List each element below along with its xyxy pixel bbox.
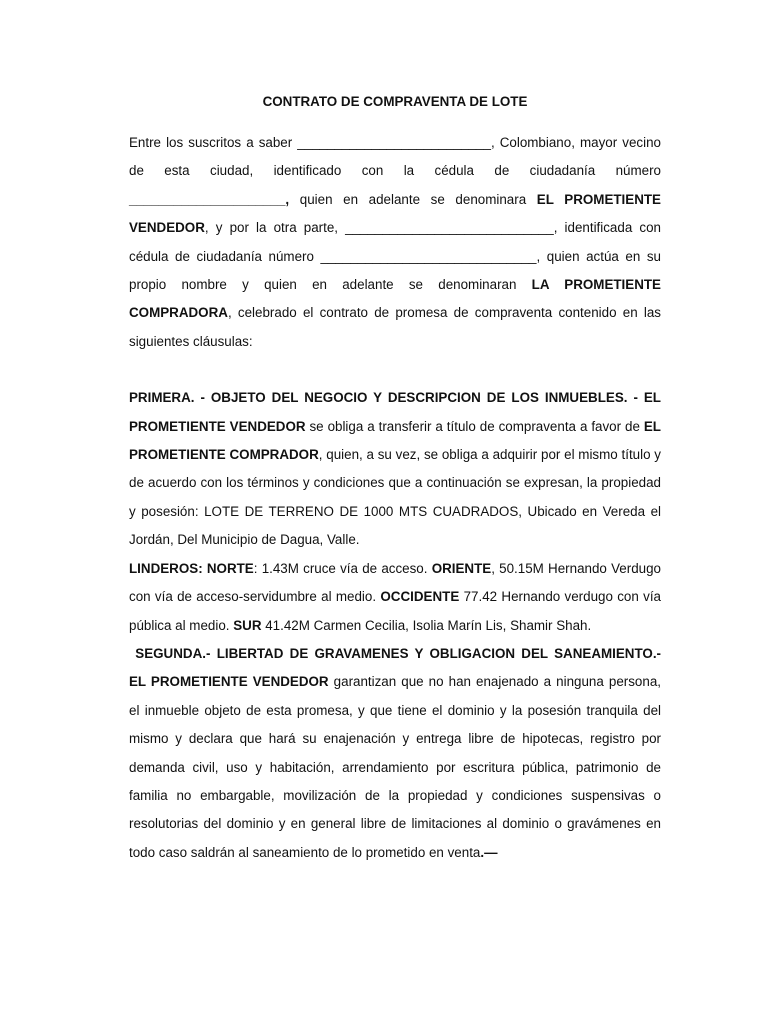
clause-text: , 50.15M Hernando Verdugo con vía de acceso-servidumbre al medio. [129, 560, 661, 605]
intro-text: quien en adelante se denominara [289, 191, 537, 207]
clause-text: 77.42 Hernando verdugo con vía pública al medio. [129, 589, 661, 633]
boundary-sur-label: SUR [233, 617, 262, 633]
party-buyer-label: LA PROMETIENTE COMPRADORA [129, 277, 661, 321]
clause-linderos [129, 555, 661, 640]
boundary-oriente-label: ORIENTE [431, 560, 492, 576]
intro-text: , Colombiano, mayor vecino de esta ciudad, identificado con la cédula de ciudadanía número [129, 135, 661, 179]
blank-field-buyer-id: _____________________________ [320, 248, 537, 264]
clause-text: : 1.43M cruce vía de acceso. [253, 560, 432, 576]
paragraph-spacer [129, 356, 661, 384]
boundary-occidente-label: OCCIDENTE [380, 589, 460, 605]
clause-primera-heading: PRIMERA. - OBJETO DEL NEGOCIO Y DESCRIPCION DE LOS INMUEBLES. - EL PROMETIENTE VENDEDOR [129, 390, 661, 434]
document-title: CONTRATO DE COMPRAVENTA DE LOTE [262, 94, 528, 109]
intro-text: , celebrado el contrato de promesa de compraventa contenido en las siguientes cláusulas: [129, 305, 661, 349]
clause-primera [129, 384, 661, 554]
clause-segunda-heading: SEGUNDA.- LIBERTAD DE GRAVAMENES Y OBLIGACION DEL SANEAMIENTO.- EL PROMETIENTE VENDEDOR [129, 645, 661, 690]
clause-text: 41.42M Carmen Cecilia, Isolia Marín Lis, Shamir Shah. [261, 617, 592, 633]
clause-text: , quien, a su vez, se obliga a adquirir por el mismo título y de acuerdo con los términos y condiciones que a continuación se expresan, la propiedad y posesión: LOTE DE TERRENO DE 1000 MTS CUADRADOS, Ubicado en Vereda el Jordán, Del Municipio de Dagua, Valle. [129, 447, 661, 548]
blank-field-seller-id: _____________________, [129, 191, 290, 207]
clause-segunda [129, 640, 661, 867]
clause-segunda-ending: .— [480, 844, 498, 860]
intro-text: , quien actúa en su propio nombre y quien en adelante se denominaran [129, 248, 661, 293]
intro-text: Entre los suscritos a saber [129, 135, 298, 150]
clause-text: se obliga a transferir a título de compraventa a favor de [305, 418, 644, 434]
party-buyer-label: EL PROMETIENTE COMPRADOR [129, 418, 661, 463]
blank-field-seller-name: __________________________ [297, 135, 491, 150]
intro-text: , y por la otra parte, [204, 220, 346, 236]
clause-text: garantizan que no han enajenado a ninguna persona, el inmueble objeto de esta promesa, y que tiene el dominio y la posesión tranquila del mismo y declara que hará su enajenación y entrega libre de hipotecas, registro por demanda civil, uso y habitación, arrendamiento por escritura pública, patrimonio de familia no embargable, movilización de la propiedad y condiciones suspensivas o resolutorias del dominio y en general libre de limitaciones al dominio o gravámenes en todo caso saldrán al saneamiento de lo prometido en venta [129, 674, 661, 860]
intro-text: , identificada con cédula de ciudadanía número [129, 220, 661, 264]
intro-paragraph [129, 129, 661, 356]
party-seller-label: EL PROMETIENTE VENDEDOR [129, 191, 661, 236]
blank-field-buyer-name: ____________________________ [345, 220, 554, 236]
document-page [129, 92, 661, 867]
linderos-heading: LINDEROS: NORTE [129, 560, 254, 576]
